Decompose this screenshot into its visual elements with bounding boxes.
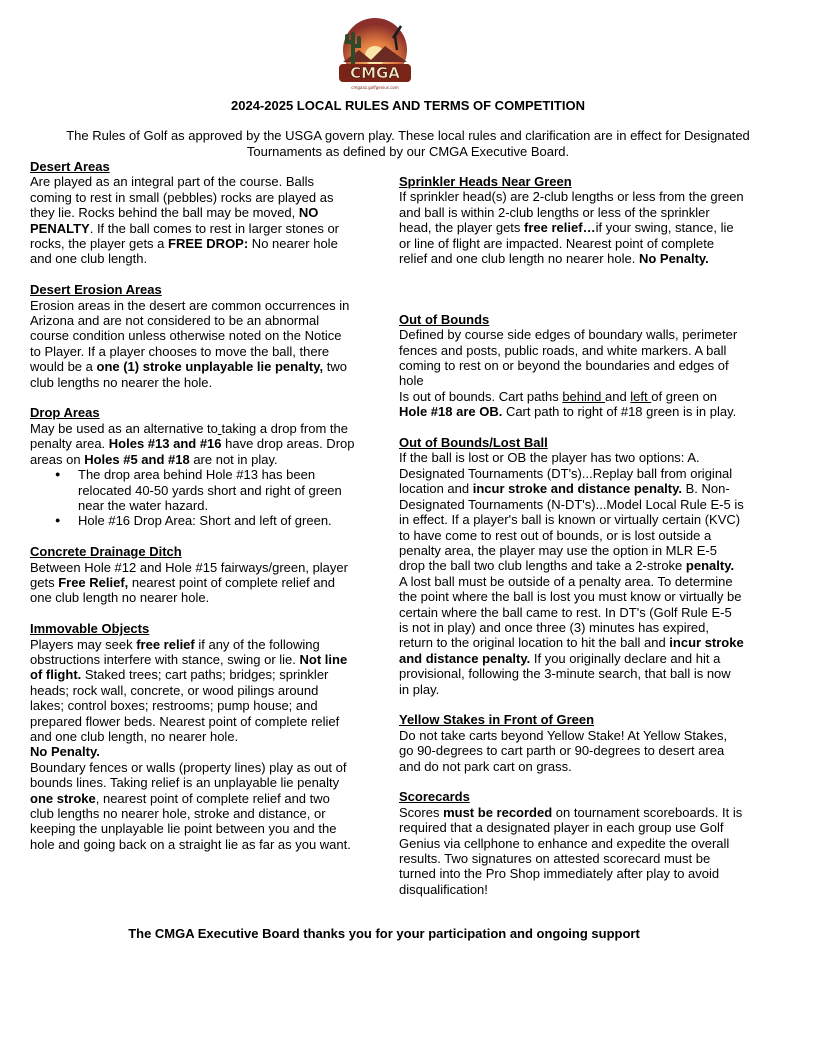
heading-immovable-objects: Immovable Objects (30, 621, 150, 637)
heading-out-of-bounds: Out of Bounds (399, 311, 490, 327)
bold-run: one stroke (30, 790, 96, 806)
text-run: are not in play. (189, 451, 278, 467)
text-run: If the ball is lost or OB the player has two options: A. Designated Tournaments (DT's)...Replay ball from original location and (399, 450, 733, 497)
section-yellow-stakes (399, 712, 744, 774)
bold-run: incur stroke and distance penalty. (472, 481, 682, 497)
text-run: Defined by course side edges of boundary walls, perimeter fences and posts, public roads, and white markers. A ball coming to rest on or beyond the boundaries and edges of hole (399, 327, 738, 389)
text-run: two club lengths no nearer the hole. (30, 359, 347, 390)
boundary-text (30, 760, 355, 852)
text-run: have drop areas. Drop areas on (30, 436, 355, 467)
heading-drainage-ditch: Concrete Drainage Ditch (30, 544, 182, 560)
footer-thanks: The CMGA Executive Board thanks you for your participation and ongoing support (128, 926, 640, 941)
text-run: . If the ball comes to rest in larger stones or rocks, the player gets a (30, 220, 339, 252)
heading-drop-areas: Drop Areas (30, 405, 100, 421)
bold-run: one (1) stroke unplayable lie penalty, (96, 359, 324, 375)
yellow-text: Do not take carts beyond Yellow Stake! At Yellow Stakes, go 90-degrees to cart parth or 90-degrees to desert area and do not park cart on grass. (399, 727, 728, 774)
immovable-penalty (30, 744, 355, 759)
text-run: If sprinkler head(s) are 2-club lengths or less from the green and ball is within 2-club lengths or less of the sprinkler head, the player gets (399, 189, 744, 236)
text-run: Cart path to right of #18 green is in play. (502, 404, 737, 420)
bullet-item: ● Hole #16 Drop Area: Short and left of green. (78, 513, 355, 528)
bold-run: Holes #13 and #16 (108, 436, 222, 452)
text-run: If you originally declare and hit a provisional, following the 3-minute search, that ball is now in play. (399, 650, 731, 697)
intro-text: The Rules of Golf as approved by the USGA govern play. These local rules and clarification are in effect for Designated Tournaments as defined by our CMGA Executive Board. (66, 128, 750, 159)
oob-text (399, 327, 744, 389)
text-run: of green on (651, 388, 718, 404)
text-run: if any of the following obstructions interfere with stance, swing or lie. (30, 636, 320, 667)
heading-desert-areas: Desert Areas (30, 159, 110, 174)
text-run: Between Hole #12 and Hole #15 fairways/green, player gets (30, 559, 348, 590)
bold-run: Hole #18 are OB. (399, 404, 503, 420)
section-desert-erosion (30, 282, 355, 390)
text-run: Staked trees; cart paths; bridges; sprinkler heads; rock wall, concrete, or wood pilings around lakes; control boxes; restrooms; pump house; and prepared flower beds. Nearest point of complete relief and one club length, no nearer hole. (30, 667, 340, 744)
sprinkler-text (399, 189, 744, 266)
text-run: Boundary fences or walls (property lines) play as out of bounds lines. Taking relief is an unplayable lie penalty (30, 759, 347, 791)
bold-run: free relief (136, 636, 195, 652)
section-out-of-bounds (399, 312, 744, 420)
text-run: Erosion areas in the desert are common occurrences in Arizona and are not considered to be an abnormal course condition unless otherwise noted on the Notice to Player. If a player chooses to move the ball, there would be a (30, 297, 350, 375)
text-run: on tournament scoreboards. It is required that a designated player in each group use Golf Genius via cellphone to enhance and expedite the overall results. Two signatures on attested scorecard must be turned into the Pro Shop immediately after play to avoid disqualification! (399, 804, 743, 897)
heading-scorecards: Scorecards (399, 789, 470, 805)
bold-run: Holes #5 and #18 (84, 451, 190, 467)
text-run: and (604, 388, 631, 404)
underlined-run: behind (562, 388, 605, 404)
section-sprinkler-heads (399, 174, 744, 266)
heading-yellow-stakes: Yellow Stakes in Front of Green (399, 712, 595, 728)
heading-desert-erosion: Desert Erosion Areas (30, 282, 162, 298)
section-immovable-objects (30, 621, 355, 852)
text-run: nearest point of complete relief and one club length no nearer hole. (30, 574, 335, 606)
section-oob-lost-ball (399, 435, 744, 697)
section-scorecards (399, 789, 744, 897)
drop-areas-text (30, 421, 355, 467)
desert-erosion-text (30, 298, 355, 390)
text-run: if your swing, stance, lie or line of flight are impacted. Nearest point of complete relief and one club length no nearer hole. (399, 220, 734, 267)
section-desert-areas (30, 159, 355, 267)
logo-small-text: cmgaaz.golfgenius.com (351, 85, 399, 90)
section-drop-areas (30, 405, 355, 528)
heading-oob-lost-ball: Out of Bounds/Lost Ball (399, 435, 548, 451)
text-run: A lost ball must be outside of a penalty area. To determine the point where the ball is lost you must know or virtually be certain where the ball came to rest. In DT's (Golf Rule E-5 is not in play) and once three (3) minutes has expired, return to the original location to hit the ball and (399, 573, 742, 651)
text-run: Is out of bounds. Cart paths (399, 388, 563, 404)
oob-lost-text (399, 450, 744, 697)
left-column (30, 159, 355, 868)
text-run: , nearest point of complete relief and two club lengths no nearer hole, stroke and distance, or keeping the unplayable lie point between you and the hole and going back on a straight lie as far as you want. (30, 790, 351, 852)
right-column (399, 174, 744, 913)
text-run: Are played as an integral part of the course. Balls coming to rest in small (pebbles) rocks are played as they lie. Rocks behind the ball may be moved, (30, 174, 334, 221)
text-run: B. Non-Designated Tournaments (N-DT's)...Model Local Rule E-5 is in effect. If a player's ball is known or virtually certain (KVC) to have come to rest out of bounds, or is lost outside a penalty area, the player may use the option in MLR E-5 drop the ball two club lengths and take a 2-stroke (399, 481, 744, 574)
logo-text: CMGA (350, 64, 400, 82)
heading-sprinkler-heads: Sprinkler Heads Near Green (399, 174, 572, 189)
oob-text-2 (399, 389, 744, 420)
text-run: May be used as an alternative to (30, 420, 218, 436)
bold-run: No Penalty. (638, 251, 709, 267)
immovable-text (30, 637, 355, 745)
text-run: No nearer hole and one club length. (30, 236, 338, 267)
bold-run: Free Relief, (58, 574, 129, 590)
bold-run: incur stroke and distance penalty. (399, 635, 744, 666)
bold-run: No Penalty. (30, 744, 100, 760)
bullet-item: ● The drop area behind Hole #13 has been relocated 40-50 yards short and right of green near the water hazard. (78, 467, 355, 513)
bold-run: free relief… (524, 220, 596, 236)
scorecards-text (399, 805, 744, 897)
desert-areas-text (30, 174, 355, 266)
bold-run: penalty. (685, 558, 735, 574)
drop-areas-bullets (30, 467, 355, 529)
cmga-logo (331, 16, 419, 96)
bold-run: NO PENALTY (30, 205, 319, 236)
text-run: Scores (399, 804, 444, 820)
page-title: 2024-2025 LOCAL RULES AND TERMS OF COMPETITION (231, 98, 585, 113)
text-run: taking a drop from the penalty area. (30, 420, 348, 452)
bold-run: Not line of flight. (30, 651, 348, 683)
underlined-run: left (630, 388, 652, 404)
drainage-text (30, 560, 355, 606)
section-drainage-ditch (30, 544, 355, 606)
bold-run: FREE DROP: (168, 236, 249, 252)
text-run: Players may seek (30, 636, 137, 652)
spacer (399, 282, 744, 312)
bold-run: must be recorded (443, 804, 553, 820)
